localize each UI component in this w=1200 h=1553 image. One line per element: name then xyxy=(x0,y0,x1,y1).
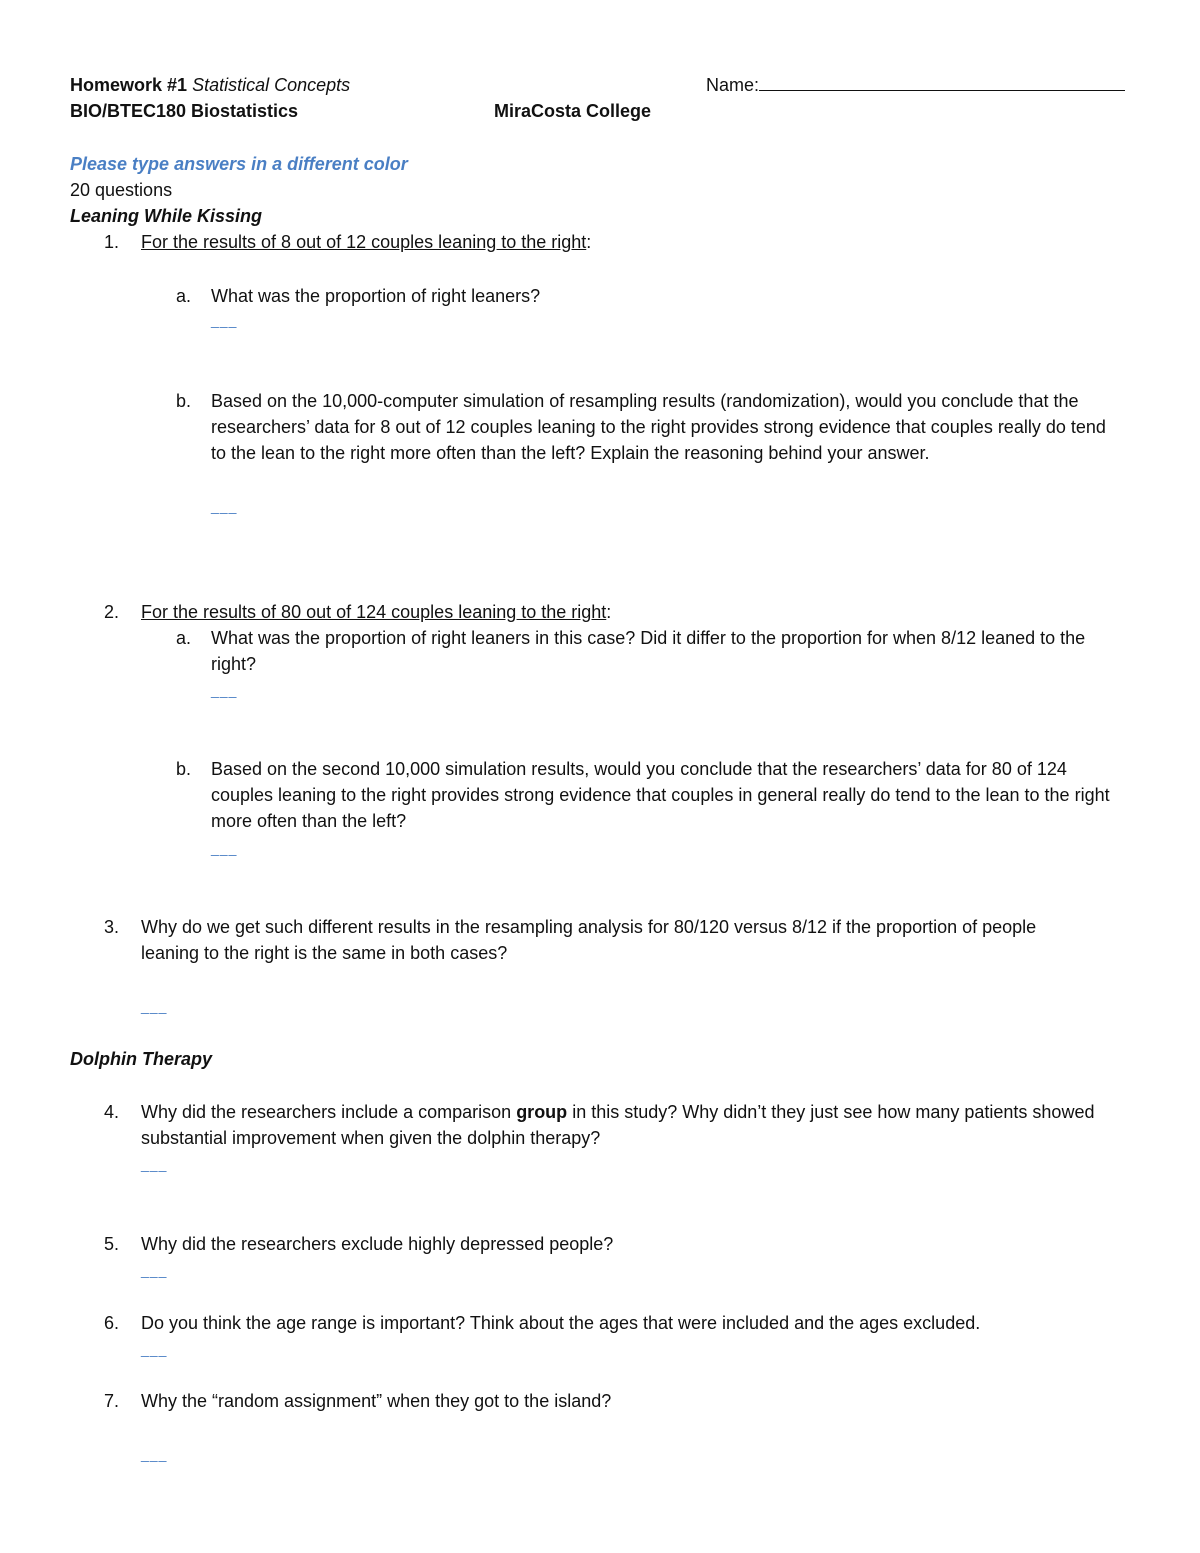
section-heading-kissing: Leaning While Kissing xyxy=(70,206,263,226)
q5-number: 5. xyxy=(104,1234,120,1254)
q1b-text: Based on the 10,000-computer simulation of resampling results (randomization), would you conclude that the researchers’ data for 8 out of 12 couples leaning to the right provides strong evidence that couples really do tend to the lean to the right more often than the left? Explain the reasoning behind your answer. xyxy=(211,391,1106,463)
q3-number: 3. xyxy=(104,917,120,937)
q7-text: Why the “random assignment” when they got to the island? xyxy=(141,1391,612,1411)
q2a-text: What was the proportion of right leaners in this case? Did it differ to the proportion for when 8/12 leaned to the right? xyxy=(211,628,1086,674)
q1-prompt-text: For the results of 8 out of 12 couples leaning to the right xyxy=(141,232,587,252)
q4-answer[interactable]: ___ xyxy=(141,1156,168,1172)
college-name: MiraCosta College xyxy=(494,101,652,121)
homework-label: Homework #1 xyxy=(70,75,188,95)
name-field[interactable] xyxy=(706,72,1125,98)
course-title: BIO/BTEC180 Biostatistics xyxy=(70,101,299,121)
q1a-letter: a. xyxy=(176,286,192,306)
q2-prompt xyxy=(141,599,611,625)
q7-answer[interactable]: ___ xyxy=(141,1446,168,1462)
q3-answer[interactable]: ___ xyxy=(141,998,168,1014)
q4-text-bold: group xyxy=(516,1102,568,1122)
q1b-letter: b. xyxy=(176,391,192,411)
q1b-answer[interactable]: ___ xyxy=(211,498,238,514)
question-count: 20 questions xyxy=(70,180,173,200)
homework-title xyxy=(70,72,350,98)
name-blank-line[interactable] xyxy=(759,72,1125,91)
q5-answer[interactable]: ___ xyxy=(141,1262,168,1278)
q2b-text: Based on the second 10,000 simulation results, would you conclude that the researchers’ data for 80 of 124 couples leaning to the right provides strong evidence that couples in general really do tend to the lean to the right more often than the left? xyxy=(211,759,1110,831)
q5-text: Why did the researchers exclude highly depressed people? xyxy=(141,1234,614,1254)
q7-number: 7. xyxy=(104,1391,120,1411)
q1a-answer[interactable]: ___ xyxy=(211,312,238,328)
section-heading-dolphin: Dolphin Therapy xyxy=(70,1049,213,1069)
q2b-letter: b. xyxy=(176,759,192,779)
q6-text: Do you think the age range is important? Think about the ages that were included and the ages excluded. xyxy=(141,1313,981,1333)
q2a-letter: a. xyxy=(176,628,192,648)
instructions: Please type answers in a different color xyxy=(70,154,408,174)
q2b-answer[interactable]: ___ xyxy=(211,840,238,856)
q1-prompt xyxy=(141,229,591,255)
q4-text-post: in this study? Why didn’t they just see how many patients showed substantial improvement when given the dolphin therapy? xyxy=(141,1102,1095,1148)
homework-topic: Statistical Concepts xyxy=(192,75,351,95)
q6-number: 6. xyxy=(104,1313,120,1333)
q2-prompt-text: For the results of 80 out of 124 couples leaning to the right xyxy=(141,602,607,622)
q2a-answer[interactable]: ___ xyxy=(211,682,238,698)
name-label: Name: xyxy=(706,75,760,95)
q1a-text: What was the proportion of right leaners? xyxy=(211,286,541,306)
q4-text-pre: Why did the researchers include a comparison xyxy=(141,1102,517,1122)
q6-answer[interactable]: ___ xyxy=(141,1341,168,1357)
q2-number: 2. xyxy=(104,602,120,622)
q2-colon: : xyxy=(606,602,612,622)
q1-number: 1. xyxy=(104,232,120,252)
q4-text xyxy=(141,1099,1126,1151)
q3-text: Why do we get such different results in the resampling analysis for 80/120 versus 8/12 if the proportion of people leaning to the right is the same in both cases? xyxy=(141,917,1037,963)
q4-number: 4. xyxy=(104,1102,120,1122)
q1-colon: : xyxy=(586,232,592,252)
